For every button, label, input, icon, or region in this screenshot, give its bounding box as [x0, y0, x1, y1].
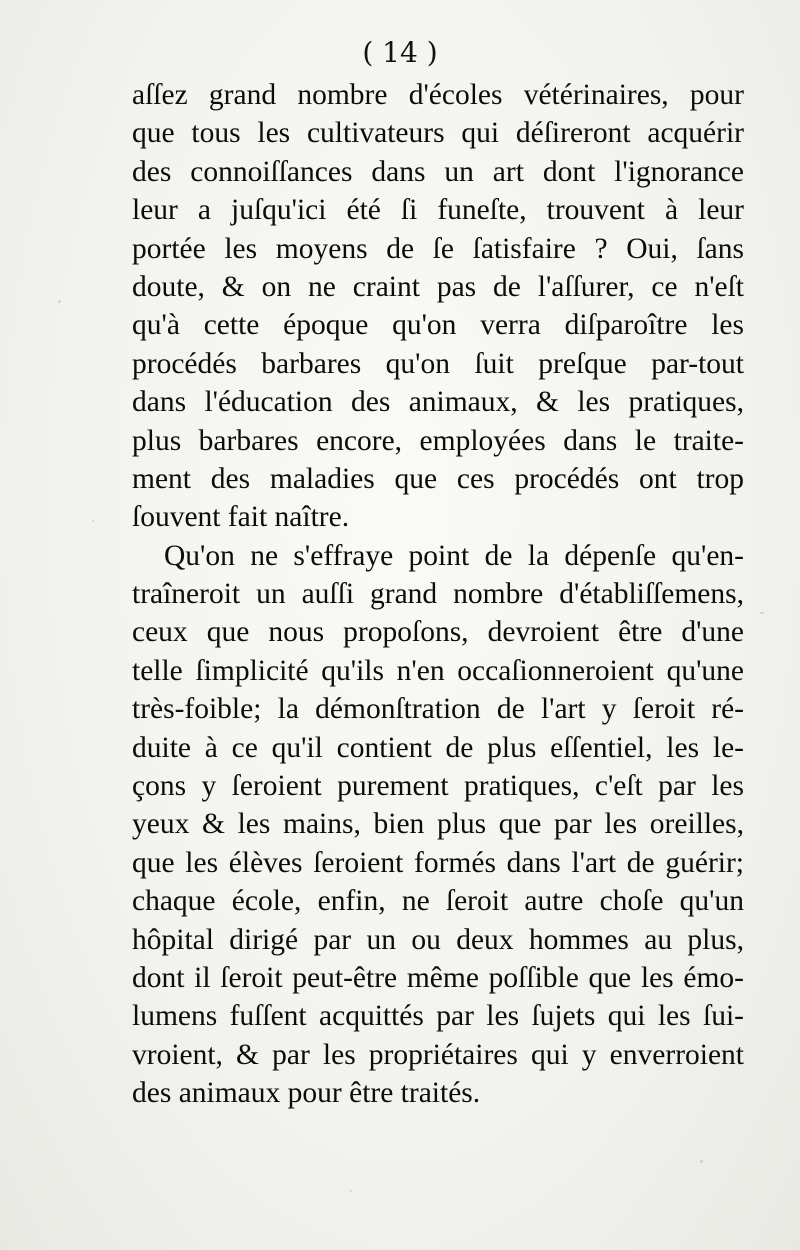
text-line: procédés barbares qu'on ſuit preſque par-tout	[132, 347, 744, 380]
text-line: çons y ſeroient purement pratiques, c'eſt par les	[132, 770, 744, 803]
text-line: yeux & les mains, bien plus que par les oreilles,	[132, 808, 744, 841]
text-line: que les élèves ſeroient formés dans l'art de guérir;	[132, 846, 744, 879]
body-text	[132, 76, 744, 1113]
text-line: ment des maladies que ces procédés ont trop	[132, 462, 744, 495]
text-line: aſſez grand nombre d'écoles vétérinaires, pour	[132, 79, 744, 111]
text-line: hôpital dirigé par un ou deux hommes au plus,	[132, 923, 744, 956]
page-number: ( 14 )	[362, 36, 438, 69]
text-line: vroient, & par les propriétaires qui y enverroient	[132, 1038, 744, 1071]
paper-speck	[700, 1160, 703, 1163]
text-line: qu'à cette époque qu'on verra diſparoître les	[132, 309, 744, 342]
text-line: traîneroit un auſſi grand nombre d'établiſſemens,	[132, 578, 744, 611]
text-line: leur a juſqu'ici été ſi funeſte, trouvent à leur	[132, 194, 744, 227]
paper-speck	[760, 612, 764, 614]
text-line: doute, & on ne craint pas de l'aſſurer, ce n'eſt	[132, 270, 744, 303]
text-line: lumens fuſſent acquittés par les ſujets qui les ſui-	[132, 1000, 744, 1033]
text-line: que tous les cultivateurs qui déſireront acquérir	[132, 117, 744, 150]
text-line: des connoiſſances dans un art dont l'ignorance	[132, 155, 744, 188]
paper-speck	[350, 1190, 352, 1192]
text-line: plus barbares encore, employées dans le traite-	[132, 424, 744, 457]
text-line: très-foible; la démonſtration de l'art y ſeroit ré-	[132, 693, 744, 726]
text-line: des animaux pour être traités.	[132, 1077, 481, 1110]
text-line: ſouvent fait naître.	[132, 501, 350, 534]
paper-speck	[92, 520, 94, 522]
text-line: dans l'éducation des animaux, & les pratiques,	[132, 386, 744, 419]
text-line: chaque école, enfin, ne ſeroit autre choſe qu'un	[132, 885, 744, 918]
text-line: ceux que nous propoſons, devroient être d'une	[132, 616, 744, 649]
text-line: Qu'on ne s'effraye point de la dépenſe qu'en-	[164, 539, 744, 572]
text-line: telle ſimplicité qu'ils n'en occaſionneroient qu'une	[132, 654, 744, 687]
paragraph-1	[132, 76, 744, 537]
text-line: dont il ſeroit peut-être même poſſible que les émo-	[132, 961, 744, 994]
paper-speck	[58, 300, 61, 303]
paragraph-2	[132, 537, 744, 1113]
text-line: portée les moyens de ſe ſatisfaire ? Oui, ſans	[132, 232, 744, 265]
text-line: duite à ce qu'il contient de plus eſſentiel, les le-	[132, 731, 744, 764]
